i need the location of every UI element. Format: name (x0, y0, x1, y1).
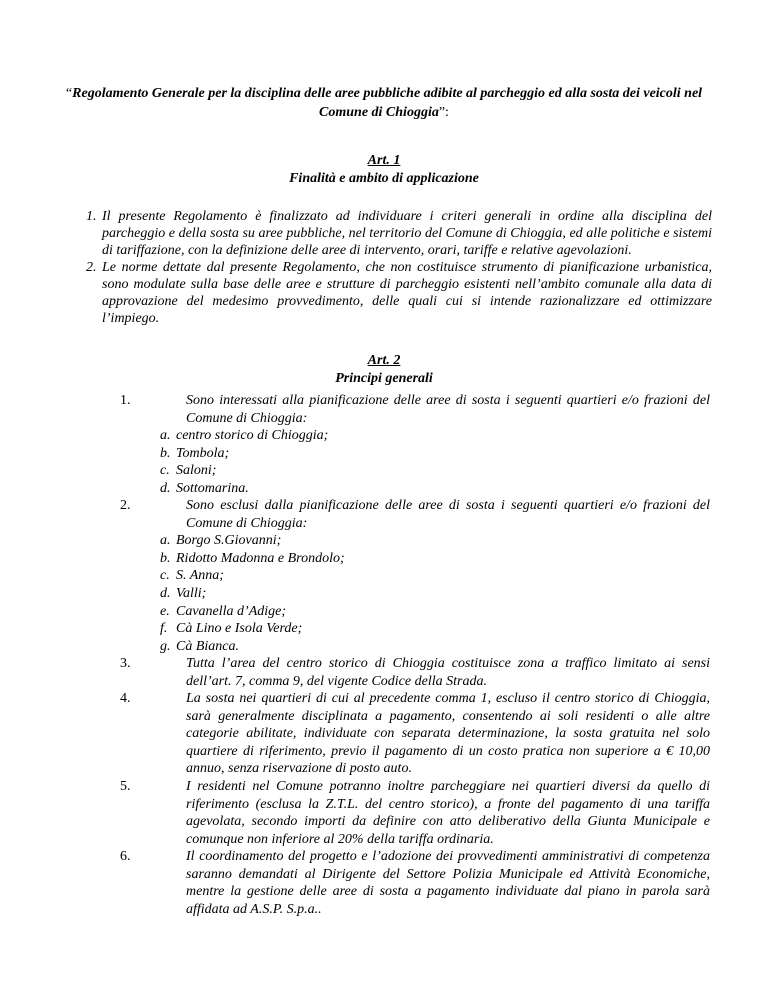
art2-subitem-letter: d. (160, 480, 171, 496)
art2-item (120, 497, 710, 532)
art2-subitem-letter: a. (160, 533, 171, 549)
art2-subitem-text: Sottomarina. (176, 480, 249, 496)
art2-subitem-text: Ridotto Madonna e Brondolo; (176, 550, 345, 566)
art1-label: Art. 1 (367, 153, 401, 168)
art2-item (120, 690, 710, 778)
art2-subitem-letter: b. (160, 445, 171, 461)
art2-subitem-text: Cà Lino e Isola Verde; (176, 621, 303, 637)
art2-subitem-text: Borgo S.Giovanni; (176, 533, 282, 549)
art2-item-number: 2. (120, 498, 131, 514)
art2-item-number: 3. (120, 656, 131, 672)
art2-subitem (120, 462, 710, 480)
art2-subitem-text: centro storico di Chioggia; (176, 428, 329, 444)
art2-subitem-letter: b. (160, 550, 171, 566)
title-text: Regolamento Generale per la disciplina delle aree pubbliche adibite al parcheggio ed alla sosta dei veicoli nel Comune di Chioggia (72, 86, 703, 120)
art2-item-text: Sono interessati alla pianificazione delle aree di sosta i seguenti quartieri e/o frazioni del Comune di Chioggia: (186, 393, 710, 426)
art2-label: Art. 2 (367, 353, 401, 368)
art2-item-text: Sono esclusi dalla pianificazione delle aree di sosta i seguenti quartieri e/o frazioni del Comune di Chioggia: (186, 498, 710, 531)
art1-paragraphs (86, 208, 712, 327)
art2-subitem-letter: f. (160, 621, 168, 637)
art2-subitem-letter: e. (160, 603, 170, 619)
art1-paragraph-number: 2. (86, 260, 97, 275)
art2-subitem-text: Cà Bianca. (176, 638, 239, 654)
art2-item-number: 1. (120, 393, 131, 408)
art2-subitem-text: Cavanella d’Adige; (176, 603, 287, 619)
art1-paragraph-text: Il presente Regolamento è finalizzato ad individuare i criteri generali in ordine alla disciplina del parcheggio e della sosta su aree pubbliche, nel territorio del Comune di Chioggia, ed alle politiche e sistemi di tariffazione, con la definizione delle aree di intervento, orari, tariffe e relative agevolazioni. (102, 209, 712, 258)
art1-subtitle: Finalità e ambito di applicazione (289, 171, 479, 186)
art2-subitem-text: Valli; (176, 586, 207, 602)
art2-item-number: 6. (120, 849, 131, 865)
art2-subitem (120, 567, 710, 585)
art1-paragraph-number: 1. (86, 209, 97, 224)
art2-item (120, 655, 710, 690)
art2-subitem-letter: d. (160, 586, 171, 602)
art2-subitem-letter: c. (160, 463, 170, 479)
art2-subitem-text: Saloni; (176, 463, 217, 479)
art2-subitem (120, 638, 710, 656)
art2-subtitle: Principi generali (335, 371, 433, 386)
art1-heading (60, 152, 708, 188)
art2-item (120, 778, 710, 848)
art2-heading (60, 352, 708, 388)
art2-subitem (120, 532, 710, 550)
art2-subitem-letter: a. (160, 428, 171, 444)
art1-paragraph (86, 208, 712, 259)
art2-subitem (120, 550, 710, 568)
art2-subitem-letter: c. (160, 568, 170, 584)
art2-subitem-letter: g. (160, 638, 171, 654)
art2-items (120, 392, 710, 918)
art2-item-text: Il coordinamento del progetto e l’adozione dei provvedimenti amministrativi di competenza saranno demandati al Dirigente del Settore Polizia Municipale ed Attività Economiche, mentre la gestione delle aree di sosta a pagamento individuate dal piano in parola sarà affidata ad A.S.P. S.p.a.. (186, 849, 710, 917)
title-open-quote: “ (65, 86, 73, 101)
art2-item-number: 4. (120, 691, 131, 707)
art2-item (120, 392, 710, 427)
art1-paragraph (86, 259, 712, 327)
art2-item-text: Tutta l’area del centro storico di Chioggia costituisce zona a traffico limitato ai sensi dell’art. 7, comma 9, del vigente Codice della Strada. (186, 656, 710, 689)
art2-subitem (120, 585, 710, 603)
art2-item-text: La sosta nei quartieri di cui al precedente comma 1, escluso il centro storico di Chioggia, sarà generalmente disciplinata a pagamento, consentendo ai soli residenti o alle altre categorie abilitate, individuate con separata determinazione, la sosta gratuita nel solo quartiere di riferimento, previo il pagamento di un costo pratica non superiore a € 10,00 annuo, senza riservazione di posto auto. (186, 691, 710, 777)
art2-item-text: I residenti nel Comune potranno inoltre parcheggiare nei quartieri diversi da quello di riferimento (esclusa la Z.T.L. del centro storico), a fronte del pagamento di una tariffa agevolata, secondo importi da definire con atto deliberativo della Giunta Municipale e comunque non inferiore al 20% della tariffa ordinaria. (186, 779, 710, 847)
art2-subitem (120, 603, 710, 621)
art1-paragraph-text: Le norme dettate dal presente Regolamento, che non costituisce strumento di pianificazione urbanistica, sono modulate sulla base delle aree e strutture di parcheggio esistenti nell’ambito comunale alla data di approvazione del medesimo provvedimento, delle quali cui si intende razionalizzare ed ottimizzare l’impiego. (102, 260, 712, 326)
document-title (60, 84, 708, 122)
art2-item-number: 5. (120, 779, 131, 795)
art2-subitem-text: Tombola; (176, 445, 230, 461)
title-close-quote: ”: (438, 105, 449, 120)
art2-subitem (120, 480, 710, 498)
art2-subitem (120, 427, 710, 445)
art2-subitem-text: S. Anna; (176, 568, 224, 584)
art2-subitem (120, 620, 710, 638)
art2-subitem (120, 445, 710, 463)
art2-item (120, 848, 710, 918)
